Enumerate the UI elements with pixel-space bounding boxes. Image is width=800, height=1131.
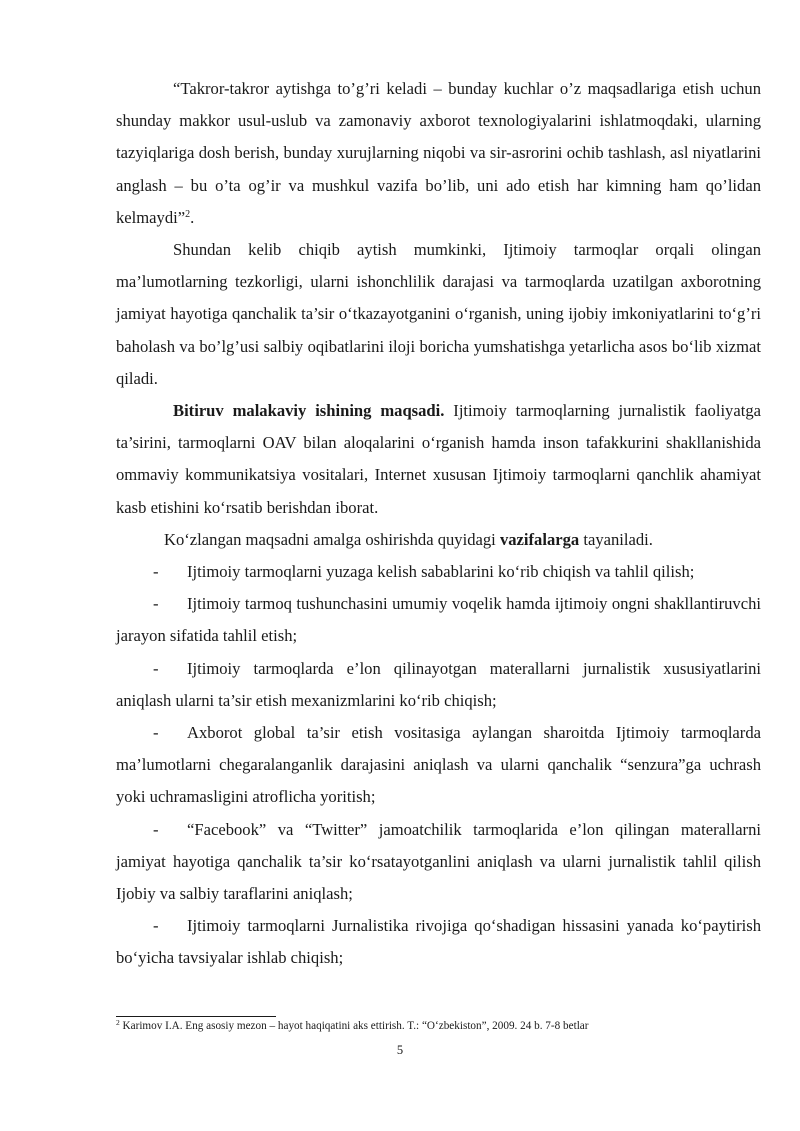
list-dash: - bbox=[153, 723, 159, 743]
quote-paragraph bbox=[116, 73, 761, 234]
tasks-keyword: vazifalarga bbox=[499, 529, 580, 549]
footnote-number: 2 bbox=[116, 1018, 120, 1027]
paragraph-rationale: Shundan kelib chiqib aytish mumkinki, Ijtimoiy tarmoqlar orqali olingan ma’lumotlarning tezkorligi, ularni ishonchlilik darajasi va tarmoqlarda uzatilgan axborotning jamiyat hayotiga qanchalik ta’sir o‘tkazayotganini o‘rganish, uning ijobiy imkoniyatlarini to‘g’ri baholash va bo’lg’usi salbiy oqibatlarini iloji boricha yumshatishga yetarlicha asos bo‘lib xizmat qiladi. bbox=[116, 240, 761, 388]
list-dash: - bbox=[153, 916, 159, 936]
list-item bbox=[116, 717, 761, 814]
goal-text: Ijtimoiy tarmoqlarning jurnalistik faoliyatga ta’sirini, tarmoqlarni OAV bilan aloqalarini o‘rganish hamda inson tafakkurini shakllanishida ommaviy kommunikatsiya vositalari, Internet xususan Ijtimoiy tarmoqlarni qanchlik ahamiyat kasb etishini ko‘rsatib berishdan iborat. bbox=[116, 401, 761, 517]
list-item-text: Ijtimoiy tarmoqlarni Jurnalistika rivojiga qo‘shadigan hissasini yanada ko‘paytirish bo‘yicha tavsiyalar ishlab chiqish; bbox=[116, 916, 761, 968]
paragraph-goal bbox=[116, 395, 761, 524]
footnote-divider bbox=[116, 1016, 276, 1017]
list-dash: - bbox=[153, 658, 159, 678]
list-item bbox=[116, 588, 761, 652]
tasks-intro-before: Ko‘zlangan maqsadni amalga oshirishda quyidagi bbox=[164, 529, 500, 549]
footnote-text: Karimov I.A. Eng asosiy mezon – hayot haqiqatini aks ettirish. T.: “O‘zbekiston”, 2009. 24 b. 7-8 betlar bbox=[119, 1020, 589, 1032]
footnote bbox=[116, 1019, 761, 1033]
page-number: 5 bbox=[396, 1043, 404, 1057]
list-dash: - bbox=[153, 819, 159, 839]
list-item bbox=[116, 653, 761, 717]
list-item-text: Ijtimoiy tarmoq tushunchasini umumiy voqelik hamda ijtimoiy ongni shakllantiruvchi jarayon sifatida tahlil etish; bbox=[116, 594, 761, 646]
tasks-intro-after: tayaniladi. bbox=[579, 529, 653, 549]
body-text bbox=[116, 73, 761, 975]
list-item bbox=[116, 556, 761, 588]
list-item-text: Ijtimoiy tarmoqlarni yuzaga kelish sabablarini ko‘rib chiqish va tahlil qilish; bbox=[187, 562, 695, 582]
list-dash: - bbox=[153, 594, 159, 614]
goal-heading: Bitiruv malakaviy ishining maqsadi. bbox=[173, 401, 445, 421]
list-item bbox=[116, 814, 761, 911]
quote-end: . bbox=[190, 207, 195, 227]
quote-text: “Takror-takror aytishga to’g’ri keladi – bunday kuchlar o’z maqsadlariga etish uchun shunday makkor usul-uslub va zamonaviy axborot texnologiyalarini ishlatmoqdaki, ularning tazyiqlariga dosh berish, bunday xurujlarning niqobi va sir-asrorini ochib tashlash, asl niyatlarini anglash – bu o’ta og’ir va mushkul vazifa bo’lib, uni ado etish har kimning ham qo’lidan kelmaydi” bbox=[116, 79, 761, 227]
list-dash: - bbox=[153, 562, 159, 582]
list-item-text: Axborot global ta’sir etish vositasiga aylangan sharoitda Ijtimoiy tarmoqlarda ma’lumotlarni chegaralanganlik darajasini aniqlash va ularni qanchalik “senzura”ga uchrash yoki uchramasligini atroflicha yoritish; bbox=[116, 723, 761, 807]
task-list bbox=[116, 556, 761, 975]
footnote-reference: 2 bbox=[185, 208, 191, 220]
list-item-text: Ijtimoiy tarmoqlarda e’lon qilinayotgan materallarni jurnalistik xususiyatlarini aniqlash ularni ta’sir etish mexanizmlarini ko‘rib chiqish; bbox=[116, 658, 761, 710]
list-item bbox=[116, 910, 761, 974]
list-item-text: “Facebook” va “Twitter” jamoatchilik tarmoqlarida e’lon qilingan materallarni jamiyat hayotiga qanchalik ta’sir ko‘rsatayotganlini aniqlash va ularni jurnalistik tahlil qilish Ijobiy va salbiy taraflarini aniqlash; bbox=[116, 819, 761, 904]
paragraph-tasks-intro bbox=[116, 524, 761, 556]
